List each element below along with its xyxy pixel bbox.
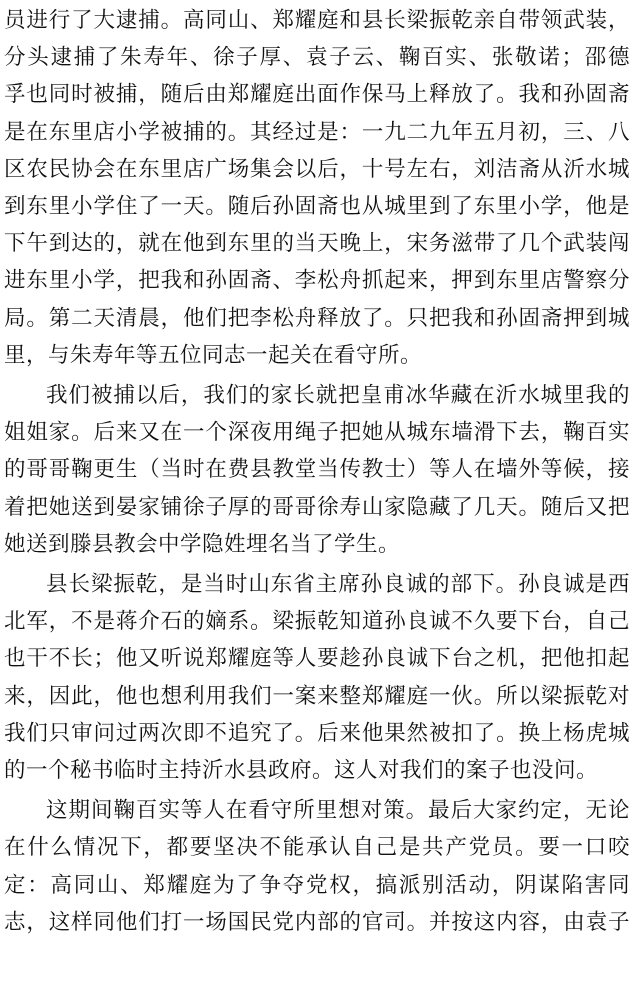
text-line: 着把她送到晏家铺徐子厚的哥哥徐寿山家隐藏了几天。随后又把 <box>4 494 630 520</box>
text-line: 姐姐家。后来又在一个深夜用绳子把她从城东墙滑下去，鞠百实 <box>4 420 630 446</box>
text-line: 我们被捕以后，我们的家长就把皇甫冰华藏在沂水城里我的 <box>46 383 630 409</box>
text-line: 区农民协会在东里店广场集会以后，十号左右，刘洁斋从沂水城 <box>4 156 630 182</box>
text-line: 的哥哥鞠更生（当时在费县教堂当传教士）等人在墙外等候，接 <box>4 457 630 483</box>
paragraph-4 <box>4 792 630 941</box>
paragraph-2 <box>4 377 630 563</box>
text-line: 来，因此，他也想利用我们一案来整郑耀庭一伙。所以梁振乾对 <box>4 683 630 709</box>
text-line: 里，与朱寿年等五位同志一起关在看守所。 <box>4 342 423 368</box>
paragraph-1 <box>4 2 630 374</box>
text-line: 下午到达的，就在他到东里的当天晚上，宋务滋带了几个武装闯 <box>4 231 630 257</box>
text-line: 员进行了大逮捕。高同山、郑耀庭和县长梁振乾亲自带领武装， <box>4 8 630 33</box>
text-line: 在什么情况下，都要坚决不能承认自己是共产党员。要一口咬 <box>4 835 630 861</box>
text-line: 我们只审问过两次即不追究了。后来他果然被扣了。换上杨虎城 <box>4 720 630 746</box>
text-line: 是在东里店小学被捕的。其经过是：一九二九年五月初，三、八 <box>4 119 630 145</box>
paragraph-3 <box>4 566 630 789</box>
text-line: 县长梁振乾，是当时山东省主席孙良诚的部下。孙良诚是西 <box>46 572 630 598</box>
text-line: 局。第二天清晨，他们把李松舟释放了。只把我和孙固斋押到城 <box>4 305 630 331</box>
text-line: 这期间鞠百实等人在看守所里想对策。最后大家约定，无论 <box>46 798 630 824</box>
text-line: 的一个秘书临时主持沂水县政府。这人对我们的案子也没问。 <box>4 758 599 784</box>
text-line: 定：高同山、郑耀庭为了争夺党权，搞派别活动，阴谋陷害同 <box>4 872 630 898</box>
text-line: 也干不长；他又听说郑耀庭等人要趁孙良诚下台之机，把他扣起 <box>4 646 630 672</box>
text-line: 北军，不是蒋介石的嫡系。梁振乾知道孙良诚不久要下台，自己 <box>4 609 630 635</box>
text-line: 进东里小学，把我和孙固斋、李松舟抓起来，押到东里店警察分 <box>4 268 630 294</box>
text-line: 孚也同时被捕，随后由郑耀庭出面作保马上释放了。我和孙固斋 <box>4 82 630 108</box>
text-line: 分头逮捕了朱寿年、徐子厚、袁子云、鞠百实、张敬诺；邵德 <box>4 45 630 71</box>
text-line: 她送到滕县教会中学隐姓埋名当了学生。 <box>4 531 401 557</box>
text-line: 到东里小学住了一天。随后孙固斋也从城里到了东里小学，他是 <box>4 194 630 220</box>
text-line: 志，这样同他们打一场国民党内部的官司。并按这内容，由袁子 <box>4 909 630 935</box>
